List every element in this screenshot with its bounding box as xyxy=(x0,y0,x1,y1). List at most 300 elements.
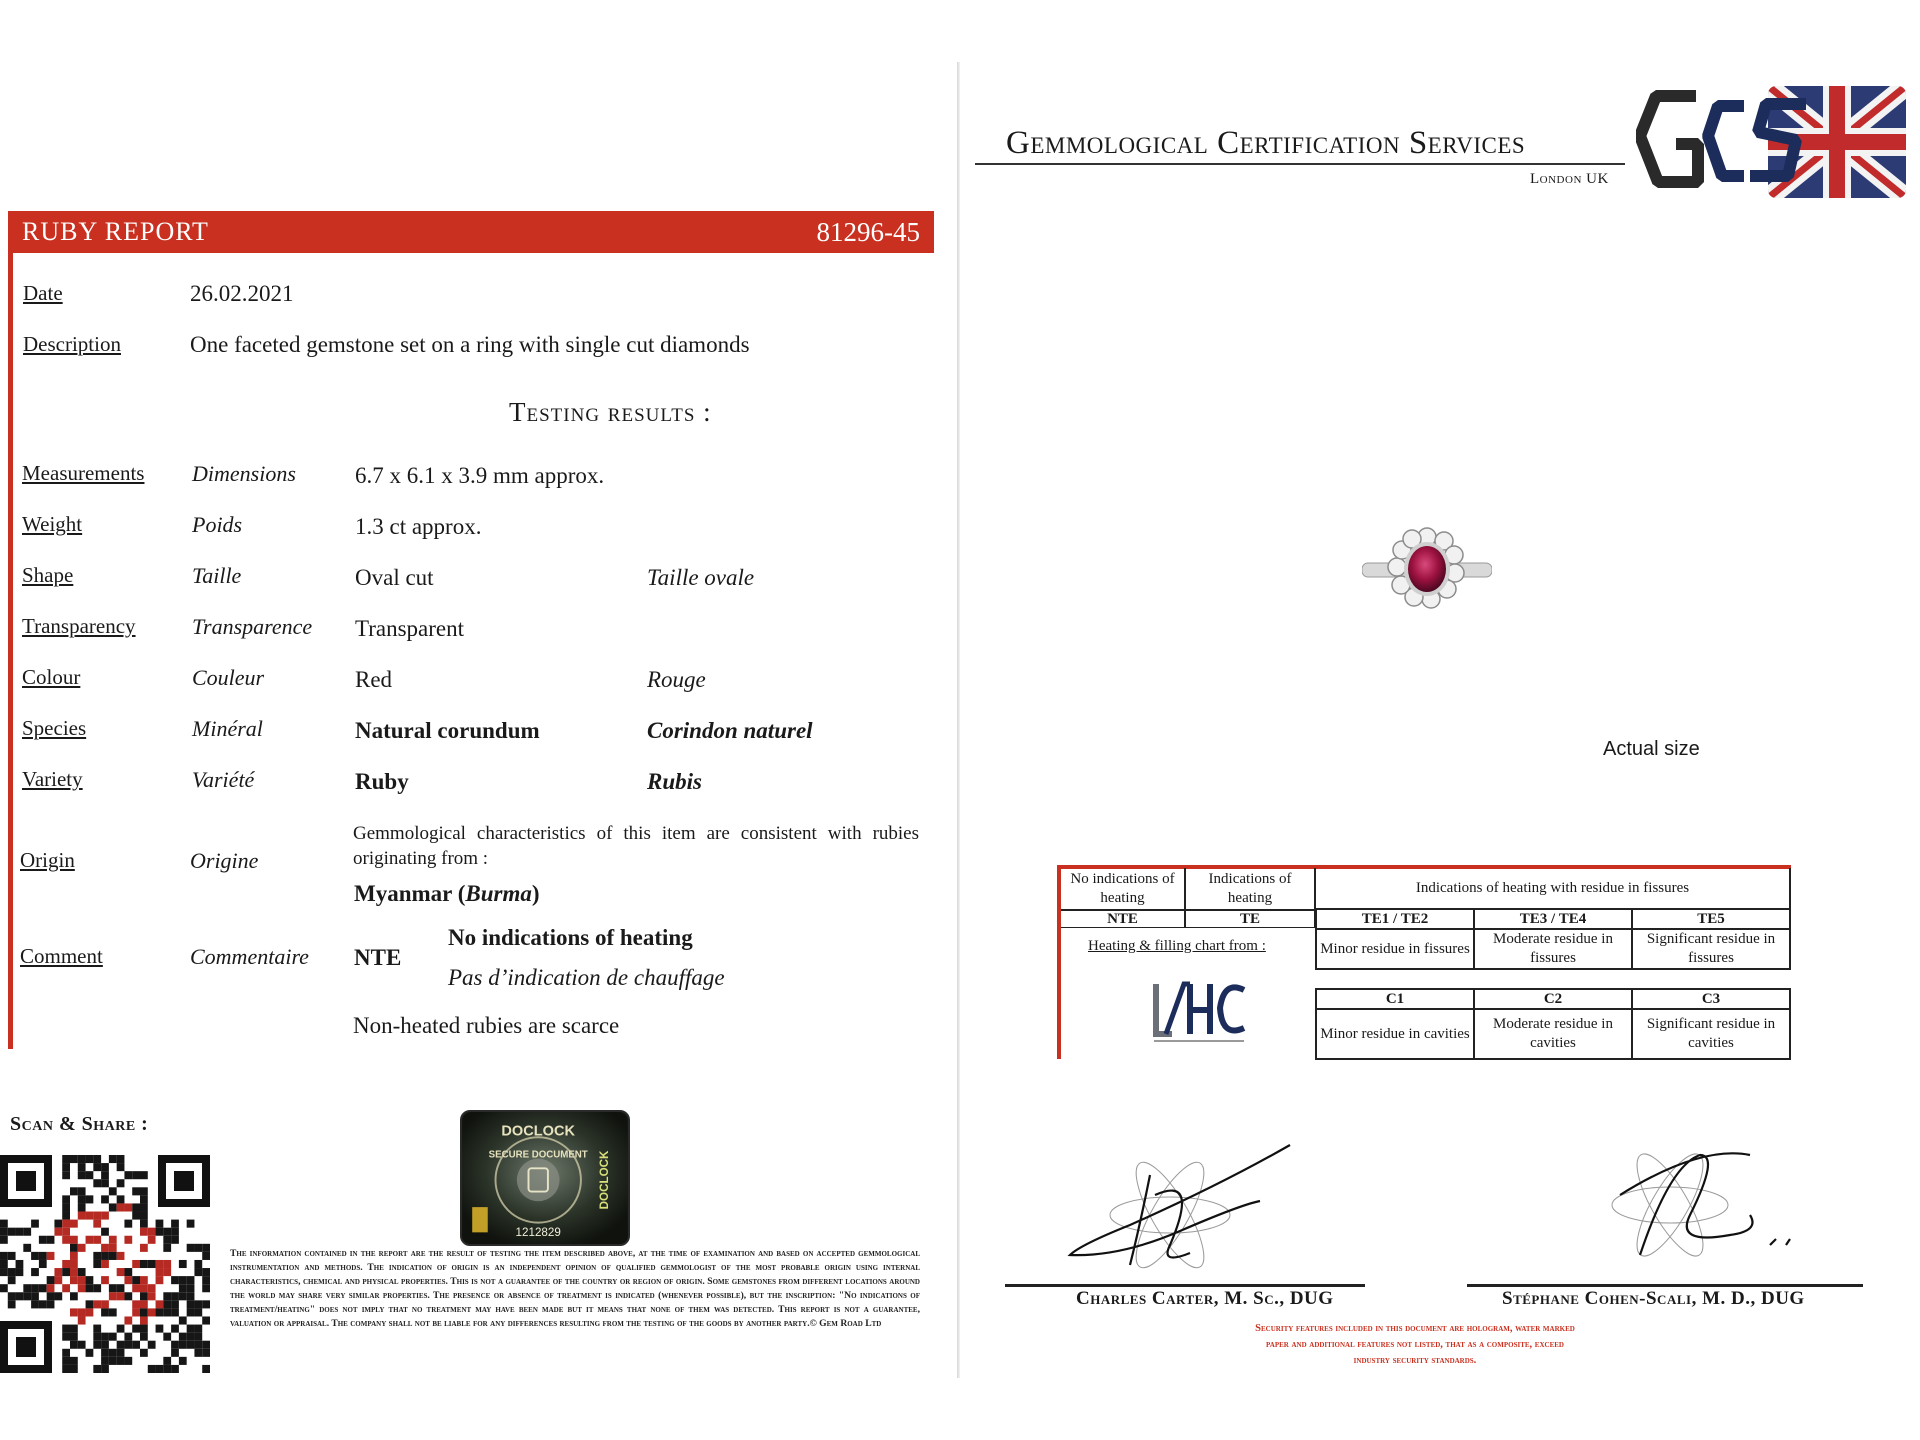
qr-module xyxy=(117,1252,125,1260)
te5-code: TE5 xyxy=(1632,908,1791,930)
qr-module xyxy=(148,1308,156,1316)
nte-code: NTE xyxy=(1061,910,1185,928)
qr-module xyxy=(163,1308,171,1316)
qr-module xyxy=(93,1220,101,1228)
qr-module xyxy=(187,1325,195,1333)
qr-module xyxy=(23,1244,31,1252)
qr-module xyxy=(140,1300,148,1308)
qr-module xyxy=(187,1333,195,1341)
seal-side-text: DOCLOCK xyxy=(598,1150,612,1210)
qr-module xyxy=(109,1308,117,1316)
qr-module xyxy=(117,1179,125,1187)
comment-fr-label: Commentaire xyxy=(190,944,309,969)
qr-module xyxy=(148,1260,156,1268)
qr-module xyxy=(70,1252,78,1260)
qr-module xyxy=(70,1357,78,1365)
qr-module xyxy=(101,1228,109,1236)
qr-module xyxy=(117,1268,125,1276)
qr-module xyxy=(70,1220,78,1228)
transparency-fr-label: Transparence xyxy=(192,614,313,639)
qr-module xyxy=(132,1187,140,1195)
signature-line-cohen-scali xyxy=(1467,1284,1863,1287)
te5-desc: Significant residue in fissures xyxy=(1632,930,1791,970)
shape-fr-value: Taille ovale xyxy=(647,565,755,590)
qr-module xyxy=(109,1155,117,1163)
qr-module xyxy=(0,1268,8,1276)
qr-module xyxy=(109,1203,117,1211)
te3-te4-desc: Moderate residue in fissures xyxy=(1474,930,1632,970)
qr-module xyxy=(39,1252,47,1260)
qr-module xyxy=(171,1349,179,1357)
qr-module xyxy=(194,1260,202,1268)
qr-module xyxy=(31,1252,39,1260)
seal-serial: 1212829 xyxy=(515,1226,561,1240)
measurements-value: 6.7 x 6.1 x 3.9 mm approx. xyxy=(355,463,605,488)
qr-module xyxy=(54,1220,62,1228)
c2-desc: Moderate residue in cavities xyxy=(1474,1010,1632,1060)
qr-module xyxy=(16,1260,24,1268)
qr-module xyxy=(8,1228,16,1236)
qr-module xyxy=(156,1228,164,1236)
qr-module xyxy=(124,1341,132,1349)
qr-module xyxy=(163,1292,171,1300)
origin-label: Origin xyxy=(20,848,75,872)
qr-module xyxy=(109,1236,117,1244)
qr-module xyxy=(93,1252,101,1260)
qr-module xyxy=(78,1187,86,1195)
qr-module xyxy=(124,1171,132,1179)
qr-module xyxy=(179,1284,187,1292)
description-value: One faceted gemstone set on a ring with single cut diamonds xyxy=(190,332,750,357)
report-side-rule xyxy=(8,253,13,1049)
qr-module xyxy=(187,1341,195,1349)
qr-module xyxy=(148,1236,156,1244)
qr-module xyxy=(132,1260,140,1268)
comment-note: Non-heated rubies are scarce xyxy=(353,1013,620,1038)
qr-module xyxy=(124,1268,132,1276)
qr-module xyxy=(202,1341,210,1349)
qr-module xyxy=(132,1341,140,1349)
qr-module xyxy=(8,1252,16,1260)
species-value: Natural corundum xyxy=(355,718,540,743)
qr-module xyxy=(78,1284,86,1292)
qr-module xyxy=(117,1341,125,1349)
gcs-title-rule xyxy=(975,163,1625,165)
qr-module xyxy=(117,1163,125,1171)
qr-module xyxy=(187,1244,195,1252)
qr-module xyxy=(163,1300,171,1308)
qr-module xyxy=(101,1195,109,1203)
te-code: TE xyxy=(1185,910,1315,928)
variety-fr-label: Variété xyxy=(192,767,255,792)
qr-module xyxy=(156,1365,164,1373)
legal-disclaimer: The information contained in the report are the result of testing the item described above, at the time of examination and based on accepted gemmological instrumentation and methods. The indication of origin is an independent opinion of qualified gemmologist of the most probable origin using internal characteristics, chemical and physical properties. This is not a guarantee of the country or region of origin. Some gemstones from different locations around the world may share very similar properties. The presence or absence of treatment is indicated (whenever possible), but the inscription: "No indications of treatment/heating" does not imply that no treatment may have been made but it means that none of them was detected. This report is not a guarantee, valuation or appraisal. The company shall not be liable for any differences resulting from the testing of the goods by another party.© Gem Road Ltd xyxy=(230,1248,920,1329)
qr-module xyxy=(62,1155,70,1163)
qr-module xyxy=(31,1300,39,1308)
qr-module xyxy=(140,1325,148,1333)
qr-module xyxy=(187,1292,195,1300)
qr-module xyxy=(86,1308,94,1316)
colour-fr-label: Couleur xyxy=(192,665,265,690)
qr-module xyxy=(93,1284,101,1292)
qr-module xyxy=(109,1292,117,1300)
qr-module xyxy=(171,1365,179,1373)
qr-module xyxy=(156,1325,164,1333)
colour-value: Red xyxy=(355,667,393,692)
qr-module xyxy=(163,1268,171,1276)
qr-module xyxy=(78,1195,86,1203)
qr-module xyxy=(148,1228,156,1236)
qr-module xyxy=(70,1187,78,1195)
qr-module xyxy=(31,1268,39,1276)
qr-module xyxy=(163,1260,171,1268)
qr-module xyxy=(70,1308,78,1316)
qr-module xyxy=(78,1203,86,1211)
qr-module xyxy=(70,1155,78,1163)
qr-module xyxy=(62,1236,70,1244)
qr-module xyxy=(187,1300,195,1308)
qr-module xyxy=(156,1268,164,1276)
qr-module xyxy=(109,1357,117,1365)
qr-module xyxy=(140,1220,148,1228)
qr-module xyxy=(47,1284,55,1292)
qr-module xyxy=(101,1276,109,1284)
qr-module xyxy=(101,1333,109,1341)
qr-module xyxy=(78,1268,86,1276)
species-label: Species xyxy=(22,716,87,740)
signatory-carter: Charles Carter, M. Sc., DUG xyxy=(1076,1288,1334,1309)
qr-module xyxy=(86,1349,94,1357)
qr-module xyxy=(187,1308,195,1316)
qr-module xyxy=(132,1276,140,1284)
qr-module xyxy=(47,1300,55,1308)
qr-module xyxy=(86,1155,94,1163)
qr-module xyxy=(194,1308,202,1316)
origin-country-alt: Burma xyxy=(465,881,532,906)
qr-module xyxy=(117,1284,125,1292)
qr-module xyxy=(101,1260,109,1268)
qr-module xyxy=(31,1220,39,1228)
qr-module xyxy=(78,1171,86,1179)
qr-module xyxy=(202,1252,210,1260)
origin-text: Gemmological characteristics of this item are consistent with rubies originating from : xyxy=(353,823,919,869)
shape-value: Oval cut xyxy=(355,565,434,590)
qr-module xyxy=(93,1179,101,1187)
qr-module xyxy=(101,1308,109,1316)
qr-module xyxy=(101,1341,109,1349)
te1-te2-desc: Minor residue in fissures xyxy=(1315,930,1474,970)
qr-module xyxy=(62,1163,70,1171)
qr-module xyxy=(78,1308,86,1316)
report-header xyxy=(8,211,934,253)
qr-module xyxy=(93,1341,101,1349)
signature-carter xyxy=(1060,1135,1310,1275)
weight-label: Weight xyxy=(22,512,83,536)
qr-module xyxy=(124,1236,132,1244)
origin-country-name: Myanmar xyxy=(354,881,452,906)
qr-module xyxy=(101,1349,109,1357)
qr-module xyxy=(124,1292,132,1300)
qr-module xyxy=(47,1252,55,1260)
qr-module xyxy=(156,1300,164,1308)
qr-module xyxy=(62,1260,70,1268)
description-label: Description xyxy=(23,332,121,356)
qr-module xyxy=(62,1203,70,1211)
doclock-hologram-seal xyxy=(460,1110,630,1246)
te1-te2-code: TE1 / TE2 xyxy=(1315,908,1474,930)
qr-module xyxy=(8,1292,16,1300)
qr-module xyxy=(78,1316,86,1324)
qr-module xyxy=(171,1308,179,1316)
qr-module xyxy=(179,1276,187,1284)
qr-code[interactable] xyxy=(0,1155,210,1373)
qr-module xyxy=(124,1203,132,1211)
qr-module xyxy=(8,1276,16,1284)
transparency-label: Transparency xyxy=(22,614,136,638)
qr-module xyxy=(62,1365,70,1373)
c2-code: C2 xyxy=(1474,988,1632,1010)
heating-filling-chart-link[interactable]: Heating & filling chart from : xyxy=(1088,938,1266,954)
variety-label: Variety xyxy=(22,767,83,791)
qr-module xyxy=(140,1203,148,1211)
qr-module xyxy=(31,1292,39,1300)
qr-module xyxy=(163,1228,171,1236)
signatory-cohen-scali: Stéphane Cohen-Scali, M. D., DUG xyxy=(1502,1288,1805,1309)
qr-module xyxy=(140,1171,148,1179)
report-title: RUBY REPORT xyxy=(22,217,209,246)
gcs-logo xyxy=(1636,86,1906,198)
qr-module xyxy=(93,1163,101,1171)
indications-header: Indications of heating xyxy=(1185,868,1315,910)
qr-module xyxy=(171,1325,179,1333)
qr-module xyxy=(140,1292,148,1300)
qr-module xyxy=(194,1268,202,1276)
qr-module xyxy=(62,1349,70,1357)
comment-fr-text: Pas d’indication de chauffage xyxy=(448,965,725,990)
qr-module xyxy=(101,1365,109,1373)
qr-module xyxy=(148,1292,156,1300)
qr-module xyxy=(179,1292,187,1300)
qr-module xyxy=(101,1252,109,1260)
qr-module xyxy=(8,1268,16,1276)
qr-module xyxy=(93,1300,101,1308)
qr-module xyxy=(86,1212,94,1220)
qr-module xyxy=(54,1228,62,1236)
qr-module xyxy=(93,1155,101,1163)
colour-label: Colour xyxy=(22,665,81,689)
qr-module xyxy=(202,1300,210,1308)
qr-module xyxy=(124,1276,132,1284)
qr-module xyxy=(132,1284,140,1292)
qr-module xyxy=(39,1300,47,1308)
qr-module xyxy=(140,1276,148,1284)
qr-module xyxy=(132,1308,140,1316)
signature-line-carter xyxy=(1005,1284,1365,1287)
qr-module xyxy=(194,1300,202,1308)
c1-code: C1 xyxy=(1315,988,1474,1010)
qr-module xyxy=(163,1365,171,1373)
qr-module xyxy=(62,1325,70,1333)
qr-module xyxy=(140,1260,148,1268)
qr-module xyxy=(47,1236,55,1244)
qr-module xyxy=(0,1284,8,1292)
qr-module xyxy=(62,1212,70,1220)
measurements-fr-label: Dimensions xyxy=(192,461,296,486)
qr-module xyxy=(70,1260,78,1268)
qr-module xyxy=(0,1228,8,1236)
qr-module xyxy=(62,1284,70,1292)
qr-module xyxy=(0,1236,8,1244)
qr-module xyxy=(62,1171,70,1179)
qr-module xyxy=(202,1268,210,1276)
qr-module xyxy=(202,1365,210,1373)
qr-module xyxy=(101,1357,109,1365)
qr-module xyxy=(194,1244,202,1252)
qr-module xyxy=(70,1333,78,1341)
qr-module xyxy=(86,1195,94,1203)
qr-module xyxy=(202,1244,210,1252)
qr-module xyxy=(109,1349,117,1357)
qr-module xyxy=(54,1292,62,1300)
qr-module xyxy=(117,1325,125,1333)
qr-module xyxy=(171,1300,179,1308)
qr-module xyxy=(109,1284,117,1292)
qr-module xyxy=(194,1333,202,1341)
qr-module xyxy=(101,1179,109,1187)
qr-module xyxy=(39,1284,47,1292)
variety-fr-value: Rubis xyxy=(647,769,702,794)
qr-module xyxy=(16,1268,24,1276)
qr-module xyxy=(93,1325,101,1333)
qr-module xyxy=(124,1357,132,1365)
qr-module xyxy=(171,1341,179,1349)
qr-module xyxy=(156,1220,164,1228)
qr-module xyxy=(140,1187,148,1195)
te3-te4-code: TE3 / TE4 xyxy=(1474,908,1632,930)
qr-module xyxy=(70,1292,78,1300)
qr-module xyxy=(156,1276,164,1284)
qr-module xyxy=(101,1163,109,1171)
page-fold xyxy=(957,62,960,1378)
qr-module xyxy=(179,1357,187,1365)
qr-module xyxy=(78,1276,86,1284)
origin-country: Myanmar (Burma) xyxy=(354,881,540,906)
colour-fr-value: Rouge xyxy=(647,667,706,692)
qr-module xyxy=(179,1316,187,1324)
qr-module xyxy=(187,1276,195,1284)
qr-module xyxy=(179,1333,187,1341)
qr-module xyxy=(101,1212,109,1220)
qr-module xyxy=(148,1341,156,1349)
seal-top-text: DOCLOCK xyxy=(501,1123,575,1140)
residue-fissures-header: Indications of heating with residue in fissures xyxy=(1315,868,1791,910)
transparency-value: Transparent xyxy=(355,616,465,641)
report-number: 81296-45 xyxy=(816,216,920,247)
shape-label: Shape xyxy=(22,563,74,587)
qr-module xyxy=(70,1236,78,1244)
qr-module xyxy=(117,1155,125,1163)
qr-module xyxy=(62,1268,70,1276)
qr-module xyxy=(140,1333,148,1341)
qr-module xyxy=(78,1341,86,1349)
qr-module xyxy=(179,1260,187,1268)
seal-ring-text: SECURE DOCUMENT xyxy=(488,1149,588,1161)
qr-module xyxy=(101,1244,109,1252)
qr-module xyxy=(47,1292,55,1300)
qr-module xyxy=(78,1163,86,1171)
qr-module xyxy=(54,1276,62,1284)
qr-module xyxy=(117,1195,125,1203)
qr-module xyxy=(101,1171,109,1179)
qr-module xyxy=(109,1333,117,1341)
qr-module xyxy=(39,1260,47,1268)
qr-module xyxy=(140,1195,148,1203)
qr-module xyxy=(70,1325,78,1333)
qr-module xyxy=(78,1244,86,1252)
date-label: Date xyxy=(23,281,63,305)
qr-module xyxy=(163,1236,171,1244)
qr-module xyxy=(148,1365,156,1373)
qr-module xyxy=(62,1220,70,1228)
qr-module xyxy=(187,1220,195,1228)
qr-module xyxy=(23,1228,31,1236)
qr-module xyxy=(62,1357,70,1365)
qr-module xyxy=(109,1187,117,1195)
qr-module xyxy=(70,1365,78,1373)
qr-module xyxy=(132,1203,140,1211)
species-fr-value: Corindon naturel xyxy=(647,718,813,743)
qr-module xyxy=(171,1220,179,1228)
qr-module xyxy=(86,1300,94,1308)
c1-desc: Minor residue in cavities xyxy=(1315,1010,1474,1060)
qr-module xyxy=(140,1284,148,1292)
species-fr-label: Minéral xyxy=(192,716,263,741)
qr-module xyxy=(194,1341,202,1349)
qr-module xyxy=(86,1171,94,1179)
qr-module xyxy=(124,1220,132,1228)
qr-module xyxy=(16,1292,24,1300)
qr-module xyxy=(124,1333,132,1341)
qr-module xyxy=(54,1268,62,1276)
qr-module xyxy=(194,1325,202,1333)
qr-module xyxy=(109,1252,117,1260)
actual-size-label: Actual size xyxy=(1603,738,1700,760)
origin-fr-label: Origine xyxy=(190,848,259,873)
qr-module xyxy=(70,1341,78,1349)
qr-module xyxy=(163,1244,171,1252)
qr-module xyxy=(156,1260,164,1268)
qr-module xyxy=(163,1333,171,1341)
qr-module xyxy=(163,1357,171,1365)
measurements-label: Measurements xyxy=(22,461,145,485)
qr-module xyxy=(0,1220,8,1228)
qr-module xyxy=(132,1171,140,1179)
qr-module xyxy=(117,1349,125,1357)
qr-module xyxy=(8,1300,16,1308)
qr-module xyxy=(101,1300,109,1308)
c3-desc: Significant residue in cavities xyxy=(1632,1010,1791,1060)
ring-actual-size-photo xyxy=(1362,525,1492,615)
comment-label: Comment xyxy=(20,944,103,968)
qr-module xyxy=(0,1260,8,1268)
qr-module xyxy=(124,1316,132,1324)
qr-module xyxy=(70,1244,78,1252)
qr-module xyxy=(148,1284,156,1292)
qr-module xyxy=(23,1284,31,1292)
variety-value: Ruby xyxy=(355,769,409,794)
qr-module xyxy=(0,1252,8,1260)
qr-module xyxy=(117,1292,125,1300)
